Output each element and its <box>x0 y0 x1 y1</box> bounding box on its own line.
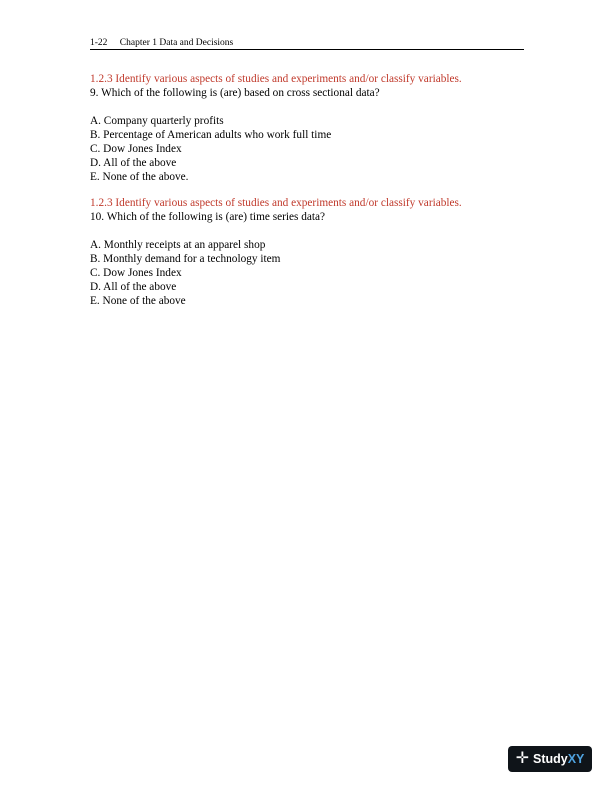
choice-d: D. All of the above <box>90 157 177 169</box>
choice-e: E. None of the above. <box>90 171 189 183</box>
plus-icon: ✛ <box>515 750 529 767</box>
question-text: 9. Which of the following is (are) based on cross sectional data? <box>90 87 380 99</box>
choice-c: C. Dow Jones Index <box>90 267 182 279</box>
choice-b: B. Percentage of American adults who work full time <box>90 129 332 141</box>
choice-a: A. Company quarterly profits <box>90 115 224 127</box>
choice-d: D. All of the above <box>90 281 177 293</box>
choice-c: C. Dow Jones Index <box>90 143 182 155</box>
brand-name <box>533 752 584 766</box>
question-text: 10. Which of the following is (are) time series data? <box>90 211 326 223</box>
studyxy-badge[interactable] <box>508 746 592 772</box>
choice-e: E. None of the above <box>90 295 186 307</box>
choice-b: B. Monthly demand for a technology item <box>90 253 281 265</box>
page-header <box>90 37 524 50</box>
brand-main: Study <box>532 752 568 766</box>
answer-choices <box>90 238 530 308</box>
question-9 <box>90 72 530 184</box>
brand-accent: XY <box>567 752 585 766</box>
learning-objective: 1.2.3 Identify various aspects of studies and experiments and/or classify variables. <box>90 197 462 209</box>
question-10 <box>90 196 530 308</box>
choice-a: A. Monthly receipts at an apparel shop <box>90 239 266 251</box>
learning-objective: 1.2.3 Identify various aspects of studies and experiments and/or classify variables. <box>90 73 462 85</box>
chapter-title: Chapter 1 Data and Decisions <box>119 38 234 48</box>
answer-choices <box>90 114 530 184</box>
page-number: 1-22 <box>90 38 108 48</box>
